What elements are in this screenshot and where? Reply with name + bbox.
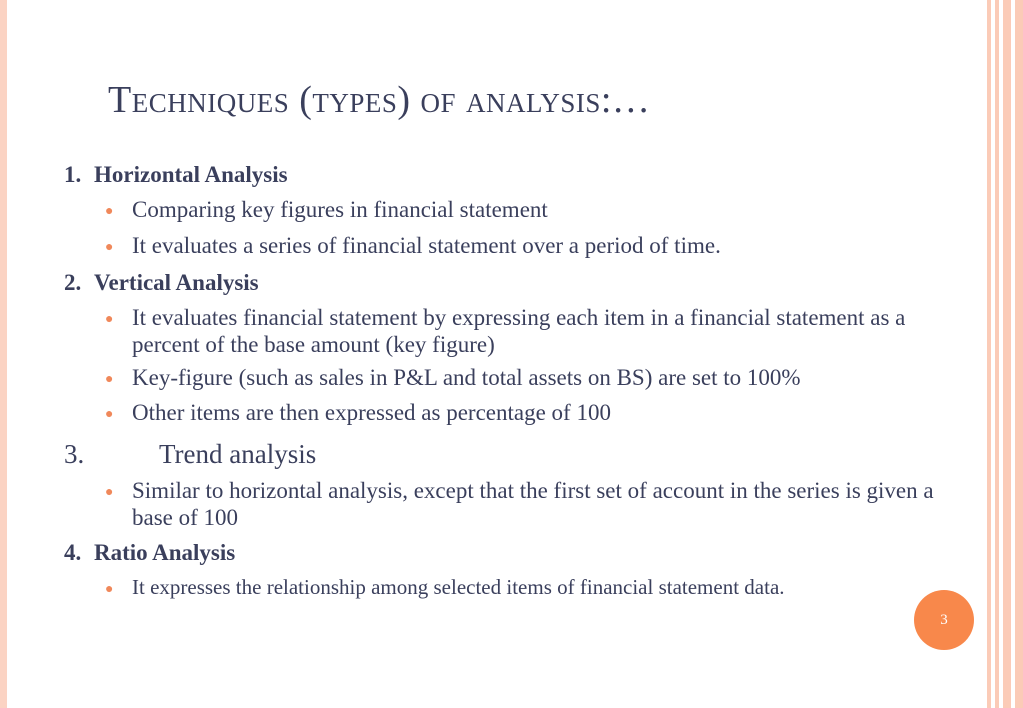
- list-item: ● It evaluates a series of financial statement over a period of time.: [105, 232, 964, 261]
- section-number: 4.: [64, 540, 82, 565]
- right-border-stripes: [983, 0, 1023, 708]
- slide-title: Techniques (types) of analysis:…: [108, 79, 651, 121]
- bullet-icon: ●: [105, 372, 114, 387]
- section-heading: [64, 538, 964, 568]
- list-item: ● It evaluates financial statement by expressing each item in a financial statement as a percent of the base amount (key figure): [105, 305, 906, 357]
- section-heading: [64, 160, 964, 190]
- section-heading: [64, 268, 964, 298]
- list-item: ● It expresses the relationship among selected items of financial statement data.: [105, 574, 964, 603]
- section-title: Ratio Analysis: [94, 540, 236, 565]
- bullet-icon: ●: [105, 204, 114, 219]
- list-item: ● Comparing key figures in financial statement: [105, 196, 964, 225]
- left-border: [0, 0, 7, 708]
- section-title: Trend analysis: [159, 439, 317, 469]
- list-item: ● Similar to horizontal analysis, except that the first set of account in the series is given a base of 100: [105, 478, 934, 530]
- bullet-icon: ●: [105, 582, 114, 597]
- bullet-icon: ●: [105, 485, 114, 500]
- section-heading: [64, 437, 964, 471]
- section-number: 2.: [64, 270, 82, 295]
- bullet-icon: ●: [105, 240, 114, 255]
- page-number-badge: 3: [914, 590, 974, 650]
- list-item: ● Key-figure (such as sales in P&L and total assets on BS) are set to 100%: [105, 364, 964, 393]
- section-title: Vertical Analysis: [94, 270, 259, 295]
- section-number: 1.: [64, 162, 82, 187]
- bullet-icon: ●: [105, 312, 114, 327]
- section-number: 3.: [64, 439, 85, 469]
- bullet-icon: ●: [105, 407, 114, 422]
- section-title: Horizontal Analysis: [94, 162, 288, 187]
- list-item: ● Other items are then expressed as percentage of 100: [105, 399, 964, 428]
- slide-content: [64, 160, 964, 603]
